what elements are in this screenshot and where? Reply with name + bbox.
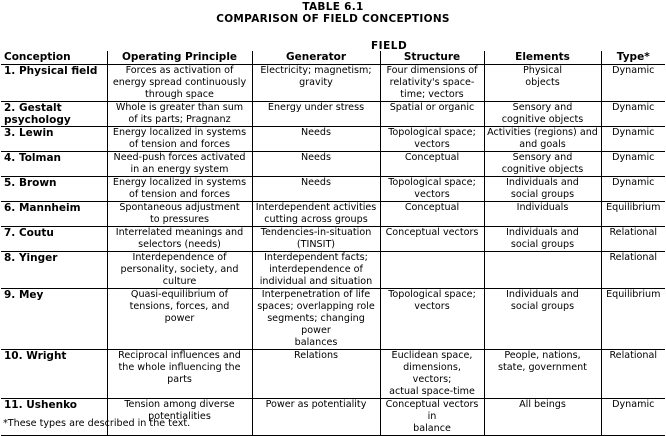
table-title: COMPARISON OF FIELD CONCEPTIONS	[216, 13, 450, 25]
cell-elements	[484, 252, 601, 289]
cell-type: Dynamic	[601, 399, 665, 436]
cell-operating-principle: Quasi-equilibrium of tensions, forces, and power	[107, 289, 252, 350]
cell-structure: Four dimensions of relativity's space- time; vectors	[380, 65, 484, 102]
footnote: *These types are described in the text.	[3, 418, 191, 429]
table-row	[1, 350, 665, 399]
cell-type: Relational	[601, 350, 665, 399]
cell-type: Dynamic	[601, 102, 665, 127]
cell-type: Relational	[601, 227, 665, 252]
cell-generator: Interpenetration of life spaces; overlapping role segments; changing power balances	[252, 289, 380, 350]
cell-operating-principle: Need-push forces activated in an energy system	[107, 152, 252, 177]
table-row	[1, 127, 665, 152]
table-row	[1, 202, 665, 227]
cell-structure: Topological space; vectors	[380, 289, 484, 350]
cell-operating-principle: Whole is greater than sum of its parts; Pragnanz	[107, 102, 252, 127]
cell-generator: Needs	[252, 177, 380, 202]
cell-type: Dynamic	[601, 65, 665, 102]
cell-elements: People, nations, state, government	[484, 350, 601, 399]
cell-conception: 11. Ushenko	[1, 399, 107, 436]
cell-conception: 1. Physical field	[1, 65, 107, 102]
cell-conception: 8. Yinger	[1, 252, 107, 289]
cell-type: Dynamic	[601, 152, 665, 177]
table-row	[1, 252, 665, 289]
cell-type: Equilibrium	[601, 202, 665, 227]
cell-generator: Power as potentiality	[252, 399, 380, 436]
table-row	[1, 152, 665, 177]
header-type: Type*	[601, 51, 665, 65]
comparison-table	[1, 51, 665, 436]
cell-elements: Individuals	[484, 202, 601, 227]
cell-operating-principle: Energy localized in systems of tension and forces	[107, 177, 252, 202]
cell-generator: Electricity; magnetism; gravity	[252, 65, 380, 102]
cell-conception: 2. Gestalt psychology	[1, 102, 107, 127]
header-generator: Generator	[252, 51, 380, 65]
cell-structure: Topological space; vectors	[380, 127, 484, 152]
cell-generator: Needs	[252, 152, 380, 177]
cell-type: Equilibrium	[601, 289, 665, 350]
cell-structure	[380, 252, 484, 289]
cell-elements: Individuals and social groups	[484, 289, 601, 350]
cell-structure: Conceptual	[380, 202, 484, 227]
cell-operating-principle: Interrelated meanings and selectors (needs)	[107, 227, 252, 252]
header-operating-principle: Operating Principle	[107, 51, 252, 65]
cell-elements: All beings	[484, 399, 601, 436]
cell-type: Dynamic	[601, 127, 665, 152]
table-row	[1, 399, 665, 436]
cell-conception: 9. Mey	[1, 289, 107, 350]
cell-operating-principle: Spontaneous adjustment to pressures	[107, 202, 252, 227]
cell-conception: 6. Mannheim	[1, 202, 107, 227]
cell-operating-principle: Tension among diverse potentialities	[107, 399, 252, 436]
header-conception: Conception	[1, 51, 107, 65]
header-structure: Structure	[380, 51, 484, 65]
cell-type: Relational	[601, 252, 665, 289]
cell-elements: Sensory and cognitive objects	[484, 152, 601, 177]
cell-elements: Sensory and cognitive objects	[484, 102, 601, 127]
cell-conception: 5. Brown	[1, 177, 107, 202]
cell-structure: Conceptual	[380, 152, 484, 177]
cell-operating-principle: Interdependence of personality, society, and culture	[107, 252, 252, 289]
table-row	[1, 102, 665, 127]
cell-generator: Needs	[252, 127, 380, 152]
cell-structure: Spatial or organic	[380, 102, 484, 127]
table-row	[1, 227, 665, 252]
cell-operating-principle: Energy localized in systems of tension and forces	[107, 127, 252, 152]
cell-elements: Individuals and social groups	[484, 227, 601, 252]
cell-generator: Energy under stress	[252, 102, 380, 127]
header-elements: Elements	[484, 51, 601, 65]
cell-structure: Topological space; vectors	[380, 177, 484, 202]
cell-elements: Activities (regions) and and goals	[484, 127, 601, 152]
cell-generator: Interdependent activities cutting across groups	[252, 202, 380, 227]
table-number: TABLE 6.1	[302, 1, 364, 13]
header-row	[1, 51, 665, 65]
cell-conception: 7. Coutu	[1, 227, 107, 252]
cell-generator: Interdependent facts; interdependence of individual and situation	[252, 252, 380, 289]
cell-conception: 4. Tolman	[1, 152, 107, 177]
cell-operating-principle: Forces as activation of energy spread continuously through space	[107, 65, 252, 102]
cell-elements: Individuals and social groups	[484, 177, 601, 202]
group-header: FIELD	[371, 40, 408, 52]
cell-elements: Physical objects	[484, 65, 601, 102]
cell-structure: Euclidean space, dimensions, vectors; actual space-time	[380, 350, 484, 399]
cell-structure: Conceptual vectors	[380, 227, 484, 252]
cell-conception: 3. Lewin	[1, 127, 107, 152]
cell-type: Dynamic	[601, 177, 665, 202]
cell-operating-principle: Reciprocal influences and the whole influencing the parts	[107, 350, 252, 399]
table-row	[1, 289, 665, 350]
table-row	[1, 177, 665, 202]
cell-generator: Tendencies-in-situation (TINSIT)	[252, 227, 380, 252]
cell-generator: Relations	[252, 350, 380, 399]
cell-structure: Conceptual vectors in balance	[380, 399, 484, 436]
cell-conception: 10. Wright	[1, 350, 107, 399]
table-row	[1, 65, 665, 102]
